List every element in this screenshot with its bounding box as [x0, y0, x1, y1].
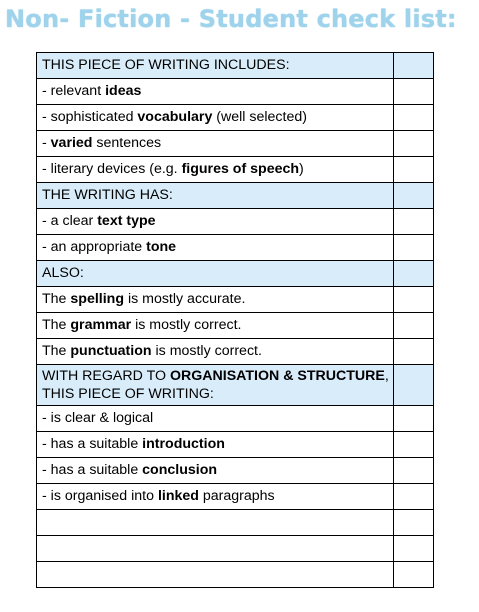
checklist-item	[37, 131, 434, 157]
checklist-item	[37, 406, 434, 432]
tick-box[interactable]	[394, 510, 434, 536]
checklist-item	[37, 235, 434, 261]
tick-box[interactable]	[394, 562, 434, 588]
checklist-item	[37, 484, 434, 510]
item-text: - literary devices (e.g. figures of speech)	[37, 157, 394, 183]
tick-box[interactable]	[394, 157, 434, 183]
checklist-item	[37, 458, 434, 484]
page-title: Non- Fiction - Student check list:	[5, 5, 457, 33]
tick-box[interactable]	[394, 365, 434, 406]
tick-box[interactable]	[394, 131, 434, 157]
tick-box[interactable]	[394, 53, 434, 79]
checklist-item	[37, 287, 434, 313]
tick-box[interactable]	[394, 235, 434, 261]
section-heading: THE WRITING HAS:	[37, 183, 394, 209]
checklist-item	[37, 313, 434, 339]
item-text: - sophisticated vocabulary (well selected)	[37, 105, 394, 131]
section-header-includes	[37, 53, 434, 79]
blank-cell[interactable]	[37, 510, 394, 536]
item-text: - has a suitable introduction	[37, 432, 394, 458]
checklist-item	[37, 339, 434, 365]
blank-cell[interactable]	[37, 536, 394, 562]
section-header-also	[37, 261, 434, 287]
checklist-item	[37, 79, 434, 105]
checklist-table	[36, 52, 434, 588]
item-text: - an appropriate tone	[37, 235, 394, 261]
item-text: The punctuation is mostly correct.	[37, 339, 394, 365]
tick-box[interactable]	[394, 339, 434, 365]
tick-box[interactable]	[394, 261, 434, 287]
tick-box[interactable]	[394, 458, 434, 484]
section-heading: WITH REGARD TO ORGANISATION & STRUCTURE, THIS PIECE OF WRITING:	[37, 365, 394, 406]
blank-cell[interactable]	[37, 562, 394, 588]
section-header-organisation	[37, 365, 434, 406]
tick-box[interactable]	[394, 313, 434, 339]
item-text: - varied sentences	[37, 131, 394, 157]
tick-box[interactable]	[394, 183, 434, 209]
empty-row	[37, 510, 434, 536]
section-heading: THIS PIECE OF WRITING INCLUDES:	[37, 53, 394, 79]
tick-box[interactable]	[394, 432, 434, 458]
tick-box[interactable]	[394, 105, 434, 131]
checklist-item	[37, 157, 434, 183]
empty-row	[37, 536, 434, 562]
section-header-has	[37, 183, 434, 209]
section-heading: ALSO:	[37, 261, 394, 287]
item-text: - a clear text type	[37, 209, 394, 235]
tick-box[interactable]	[394, 484, 434, 510]
item-text: The grammar is mostly correct.	[37, 313, 394, 339]
empty-row	[37, 562, 434, 588]
item-text: - is organised into linked paragraphs	[37, 484, 394, 510]
tick-box[interactable]	[394, 406, 434, 432]
checklist-item	[37, 105, 434, 131]
tick-box[interactable]	[394, 79, 434, 105]
item-text: - has a suitable conclusion	[37, 458, 394, 484]
tick-box[interactable]	[394, 209, 434, 235]
item-text: The spelling is mostly accurate.	[37, 287, 394, 313]
tick-box[interactable]	[394, 287, 434, 313]
checklist-item	[37, 209, 434, 235]
tick-box[interactable]	[394, 536, 434, 562]
item-text: - is clear & logical	[37, 406, 394, 432]
checklist-item	[37, 432, 434, 458]
item-text: - relevant ideas	[37, 79, 394, 105]
